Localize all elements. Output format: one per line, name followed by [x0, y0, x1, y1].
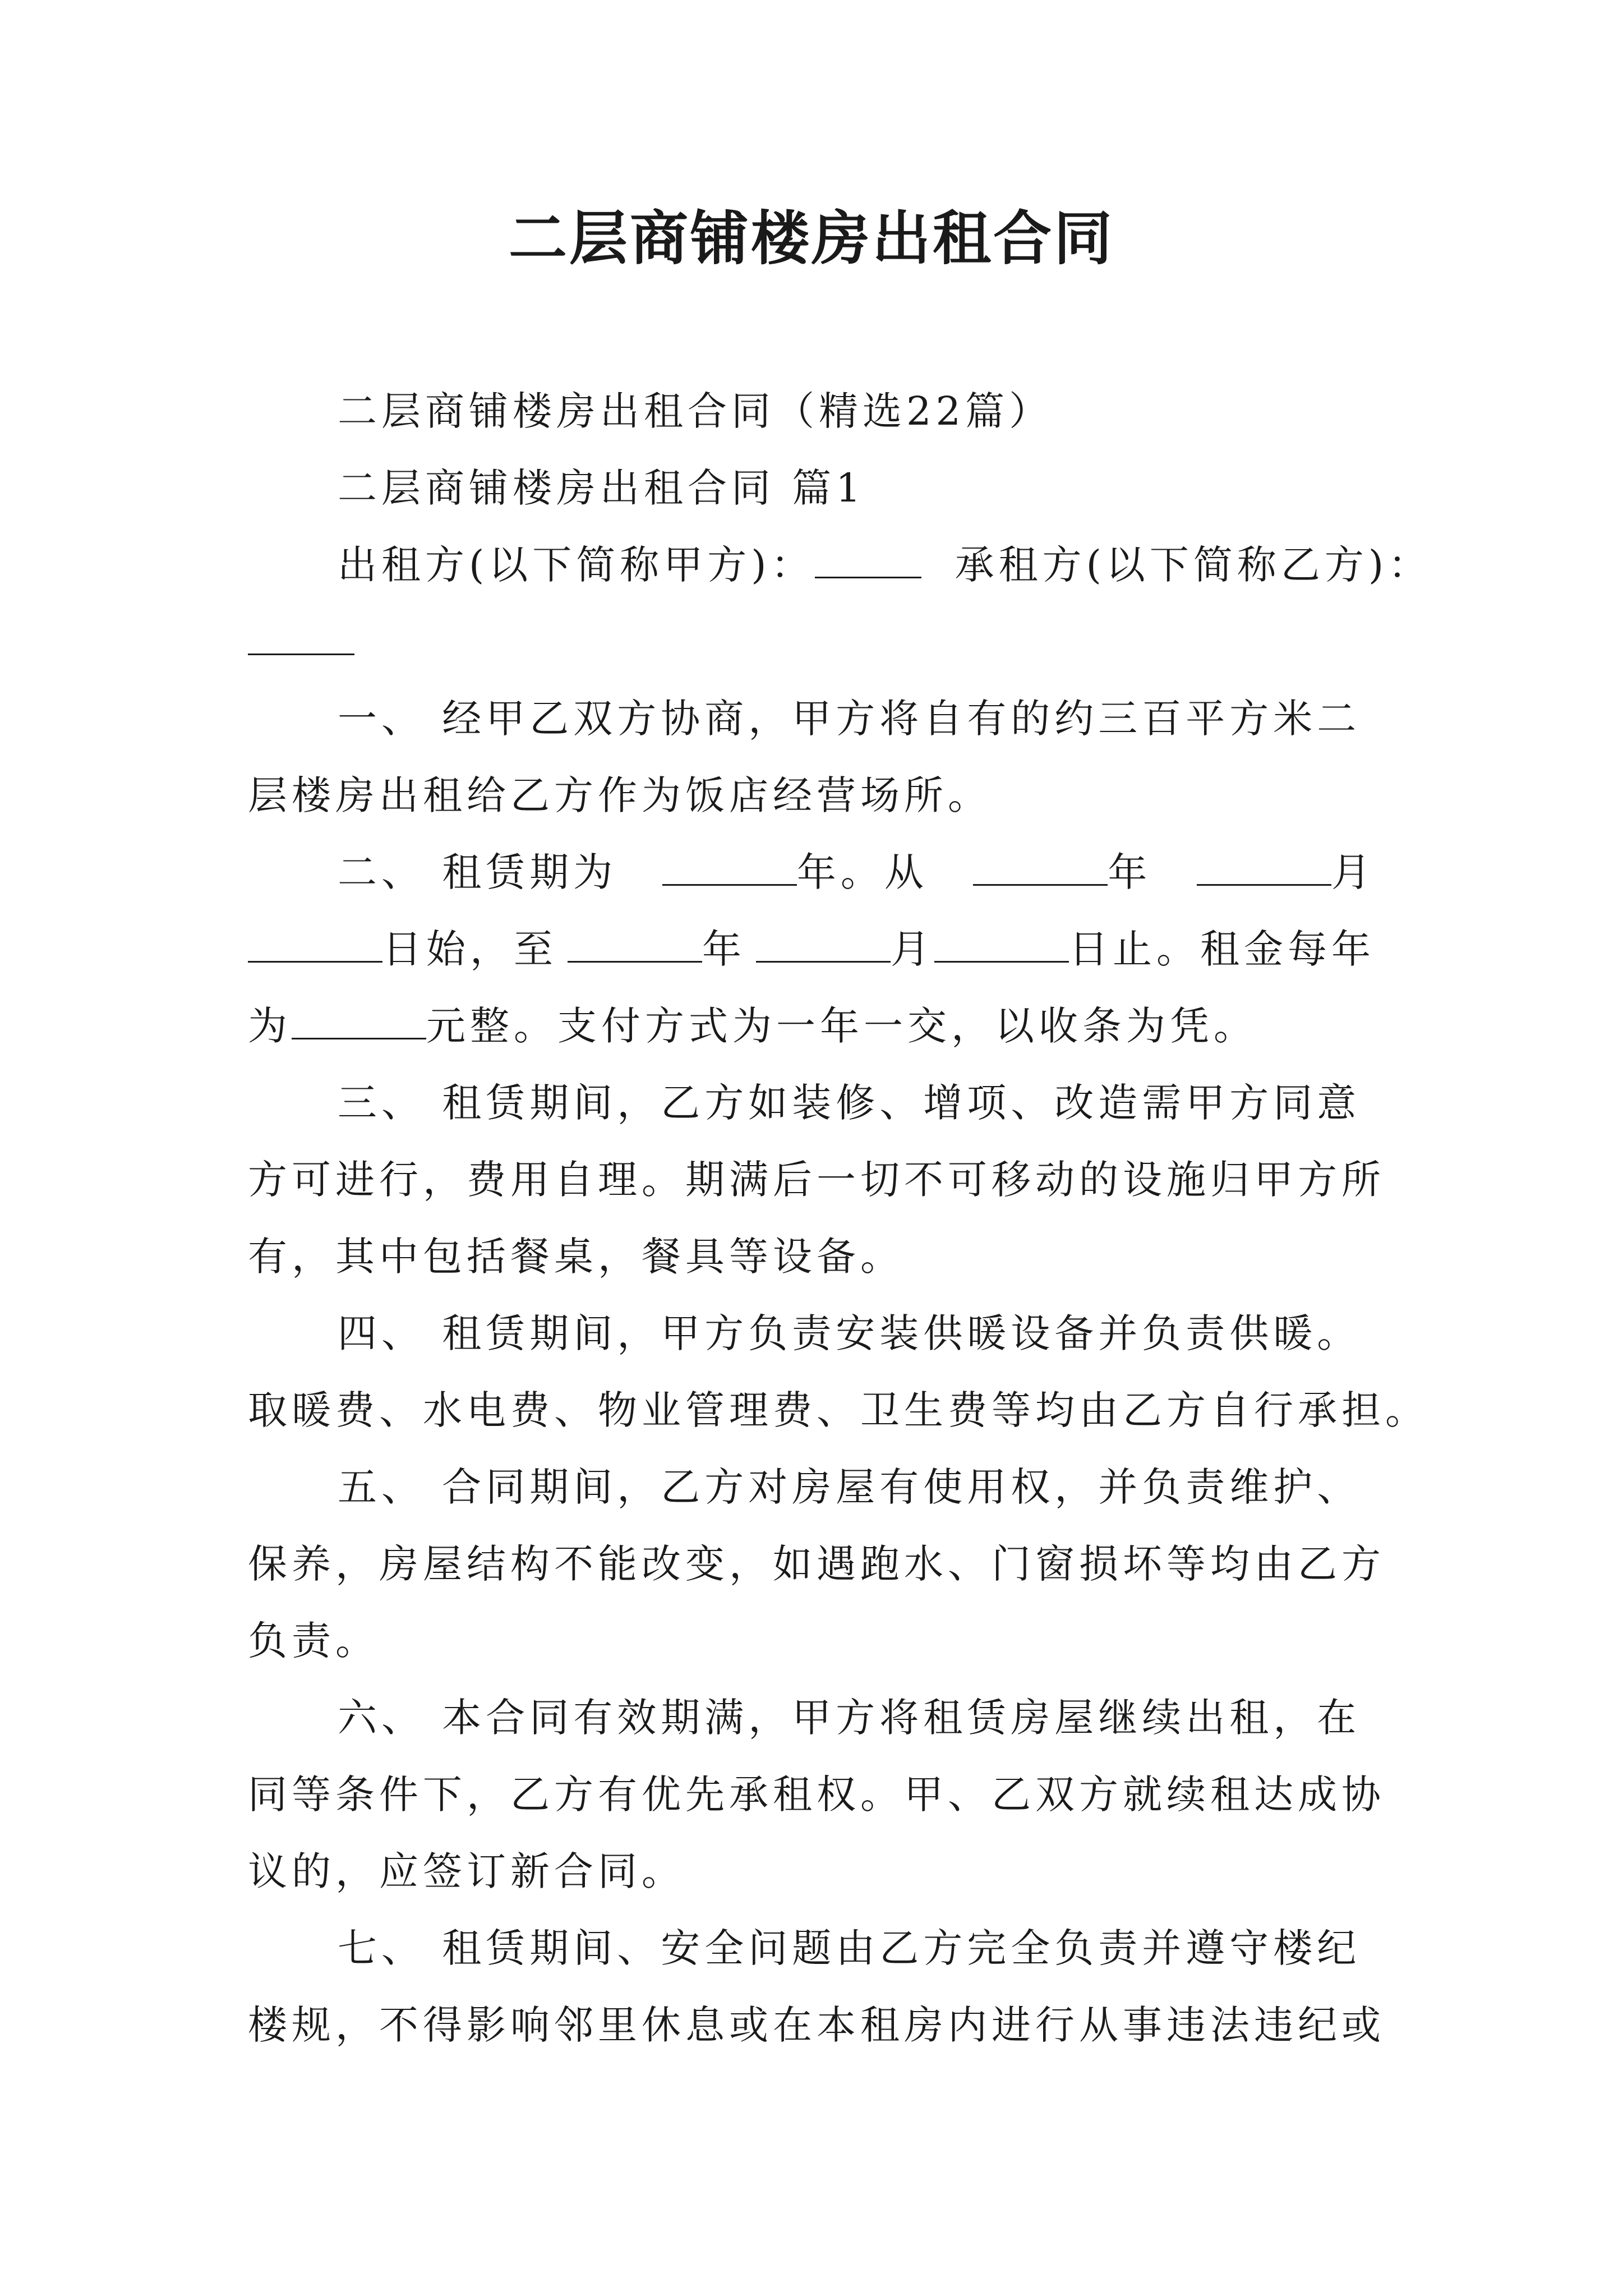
lessee-name-blank[interactable] [248, 620, 354, 655]
clause-1-line-1: 一、 经甲乙双方协商，甲方将自有的约三百平方米二 [338, 696, 1361, 742]
clause-7 [248, 1910, 1385, 2064]
rent-amount-blank[interactable] [292, 1004, 426, 1039]
start-year-label: 年 [1108, 849, 1152, 895]
clause-6 [248, 1680, 1385, 1910]
lease-from-label: 年。从 [796, 849, 928, 895]
clause-4 [248, 1295, 1429, 1449]
clause-6-line-3: 议的，应签订新合同。 [248, 1848, 685, 1894]
clause-5-line-3: 负责。 [248, 1618, 379, 1664]
rent-suffix: 元整。支付方式为一年一交，以收条为凭。 [426, 1003, 1257, 1049]
end-month-blank[interactable] [756, 927, 891, 963]
start-day-label: 日始，至 [382, 926, 557, 972]
clause-3-line-2: 方可进行，费用自理。期满后一切不可移动的设施归甲方所 [248, 1157, 1385, 1203]
clause-2-line-2 [248, 911, 1375, 988]
clause-3-line-1: 三、 租赁期间，乙方如装修、增项、改造需甲方同意 [338, 1080, 1361, 1126]
clause-3-line-3: 有，其中包括餐桌，餐具等设备。 [248, 1234, 904, 1280]
document-subtitle: 二层商铺楼房出租合同（精选22篇） [338, 388, 1053, 434]
lessor-name-blank[interactable] [815, 543, 921, 578]
parties-line [248, 527, 1432, 604]
section-heading: 二层商铺楼房出租合同 篇1 [338, 465, 865, 511]
start-year-blank[interactable] [973, 850, 1108, 886]
lease-years-blank[interactable] [662, 850, 797, 886]
lessee-label: 承租方(以下简称乙方)： [955, 542, 1432, 588]
end-day-blank[interactable] [934, 927, 1069, 963]
document-title: 二层商铺楼房出租合同 [508, 204, 1114, 273]
start-month-label: 月 [1331, 849, 1375, 895]
clause-6-line-1: 六、 本合同有效期满，甲方将租赁房屋继续出租，在 [338, 1695, 1361, 1741]
parties-line-2 [248, 604, 1375, 680]
clause-7-line-1: 七、 租赁期间、安全问题由乙方完全负责并遵守楼纪 [338, 1925, 1361, 1971]
clause-5 [248, 1449, 1385, 1680]
clause-1-line-2: 层楼房出租给乙方作为饭店经营场所。 [248, 772, 992, 818]
clause-5-line-2: 保养，房屋结构不能改变，如遇跑水、门窗损坏等均由乙方 [248, 1541, 1385, 1587]
clause-2-line-1 [248, 834, 1375, 911]
document-body [248, 373, 1432, 2064]
start-month-blank[interactable] [1197, 850, 1331, 886]
clause-2 [248, 834, 1375, 1065]
clause-2-line-3 [248, 988, 1375, 1065]
clause-7-line-2: 楼规，不得影响邻里休息或在本租房内进行从事违法违纪或 [248, 2002, 1385, 2048]
lease-term-label: 二、 租赁期为 [338, 849, 617, 895]
end-day-label: 日止。租金每年 [1069, 926, 1375, 972]
end-year-blank[interactable] [568, 927, 702, 963]
lessor-label: 出租方(以下简称甲方)： [338, 542, 815, 588]
end-month-label: 月 [891, 926, 934, 972]
clause-4-line-2: 取暖费、水电费、物业管理费、卫生费等均由乙方自行承担。 [248, 1387, 1429, 1433]
clause-5-line-1: 五、 合同期间，乙方对房屋有使用权，并负责维护、 [338, 1464, 1361, 1510]
clause-1 [248, 680, 1375, 834]
end-year-label: 年 [702, 926, 746, 972]
clause-6-line-2: 同等条件下，乙方有优先承租权。甲、乙双方就续租达成协 [248, 1772, 1385, 1818]
rent-prefix: 为 [248, 1003, 292, 1049]
clause-3 [248, 1065, 1385, 1295]
start-day-blank[interactable] [248, 927, 382, 963]
clause-4-line-1: 四、 租赁期间，甲方负责安装供暖设备并负责供暖。 [338, 1310, 1361, 1356]
